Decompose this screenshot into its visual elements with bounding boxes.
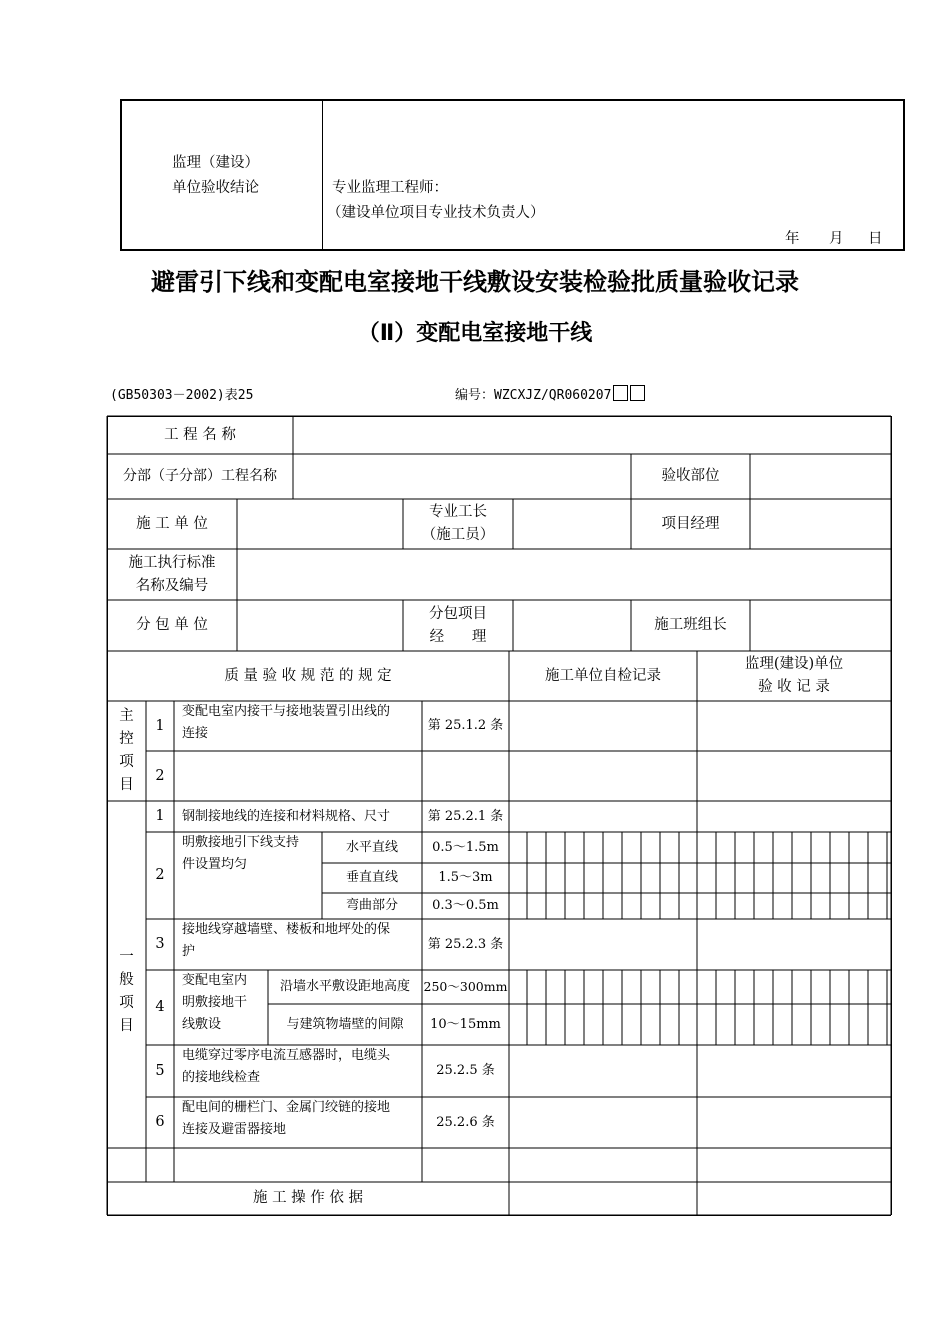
general-item-reference: 第 25.2.1 条 bbox=[427, 808, 504, 824]
sub-item-value: 1.5～3m bbox=[438, 870, 493, 885]
general-label-char: 一 bbox=[119, 948, 134, 965]
main-item-reference: 第 25.1.2 条 bbox=[427, 718, 504, 733]
general-item-description: 钢制接地线的连接和材料规格、尺寸 bbox=[182, 808, 391, 824]
construction-unit-label: 施 工 单 位 bbox=[136, 515, 208, 532]
description-line: 电缆穿过零序电流互感器时，电缆头 bbox=[182, 1048, 391, 1063]
sub-item-name: 与建筑物墙壁的间隙 bbox=[286, 1016, 404, 1032]
page-subtitle: （Ⅱ）变配电室接地干线 bbox=[357, 321, 593, 346]
general-label-char: 目 bbox=[119, 1017, 134, 1034]
record-number-text: 编号：WZCXJZ/QR060207 bbox=[455, 388, 612, 403]
general-item-reference: 25.2.5 条 bbox=[436, 1063, 495, 1078]
sub-item-name: 弯曲部分 bbox=[345, 898, 398, 913]
sub-item-value: 0.3～0.5m bbox=[432, 898, 499, 913]
foreman-label bbox=[403, 499, 513, 549]
description-line: 变配电室内接干与接地装置引出线的 bbox=[182, 704, 391, 719]
supervision-label-line2: 单位验收结论 bbox=[172, 180, 259, 196]
general-item-description bbox=[174, 1045, 422, 1097]
standard-code: (GB50303－2002)表25 bbox=[110, 388, 254, 403]
foreman-label-line2: （施工员） bbox=[421, 527, 495, 543]
sub-item-value: 0.5～1.5m bbox=[432, 839, 499, 855]
sub-item-name: 垂直直线 bbox=[345, 870, 398, 885]
description-line: 的接地线检查 bbox=[182, 1070, 261, 1085]
sub-project-manager-label bbox=[403, 600, 513, 651]
subdivision-name-label: 分部（子分部）工程名称 bbox=[123, 468, 277, 484]
quality-spec-header: 质 量 验 收 规 范 的 规 定 bbox=[224, 667, 392, 684]
description-line: 明敷接地引下线支持 bbox=[182, 835, 300, 850]
description-line: 配电间的栅栏门、金属门绞链的接地 bbox=[182, 1100, 391, 1115]
description-line: 连接 bbox=[182, 726, 209, 741]
supervision-record-header bbox=[697, 651, 891, 701]
general-item-number: 2 bbox=[155, 867, 165, 883]
general-item-reference: 第 25.2.3 条 bbox=[427, 936, 504, 952]
description-line: 连接及避雷器接地 bbox=[182, 1122, 287, 1137]
sub-item-value: 10～15mm bbox=[430, 1016, 501, 1032]
description-line: 件设置均匀 bbox=[182, 857, 248, 872]
description-line: 护 bbox=[182, 944, 196, 959]
general-item-number: 5 bbox=[155, 1062, 165, 1079]
date-year-label: 年 bbox=[785, 231, 800, 247]
description-line: 明敷接地干 bbox=[182, 995, 248, 1010]
general-item-description bbox=[174, 919, 422, 970]
general-item-number: 3 bbox=[155, 936, 165, 952]
description-line: 变配电室内 bbox=[182, 973, 248, 988]
self-check-header: 施工单位自检记录 bbox=[545, 667, 661, 684]
general-item-number: 4 bbox=[155, 999, 165, 1015]
supervision-label-line1: 监理（建设） bbox=[172, 155, 259, 171]
main-item-number: 1 bbox=[155, 717, 165, 734]
general-label-char: 项 bbox=[119, 994, 134, 1011]
main-label-char: 项 bbox=[119, 754, 134, 770]
description-line: 接地线穿越墙壁、楼板和地坪处的保 bbox=[182, 922, 391, 937]
team-leader-label: 施工班组长 bbox=[654, 617, 727, 633]
owner-representative-label: （建设单位项目专业技术负责人） bbox=[327, 205, 545, 221]
supervision-record-line1: 监理(建设)单位 bbox=[744, 656, 844, 672]
supervision-record-line2: 验 收 记 录 bbox=[758, 679, 830, 695]
acceptance-part-label: 验收部位 bbox=[661, 468, 720, 484]
general-item-number: 1 bbox=[155, 808, 165, 824]
main-item-description bbox=[174, 701, 422, 751]
main-item-number: 2 bbox=[155, 767, 165, 784]
execution-standard-line2: 名称及编号 bbox=[135, 577, 209, 594]
foreman-label-line1: 专业工长 bbox=[429, 504, 487, 520]
sub-pm-line1: 分包项目 bbox=[429, 605, 487, 622]
construction-basis-label: 施 工 操 作 依 据 bbox=[252, 1190, 364, 1206]
general-item-number: 6 bbox=[155, 1114, 165, 1130]
general-item-description bbox=[174, 1097, 422, 1148]
main-label-char: 目 bbox=[119, 777, 134, 793]
sub-item-name: 沿墙水平敷设距地高度 bbox=[279, 979, 410, 994]
general-label-char: 般 bbox=[119, 971, 134, 988]
execution-standard-label bbox=[107, 549, 237, 600]
sub-pm-line2: 经 理 bbox=[429, 628, 487, 645]
date-day-label: 日 bbox=[868, 231, 883, 247]
page-title: 避雷引下线和变配电室接地干线敷设安装检验批质量验收记录 bbox=[151, 268, 799, 296]
description-line: 线敷设 bbox=[182, 1017, 222, 1032]
date-month-label: 月 bbox=[829, 231, 844, 247]
general-item-reference: 25.2.6 条 bbox=[436, 1114, 495, 1130]
general-item-description bbox=[174, 832, 322, 919]
main-label-char: 主 bbox=[119, 708, 134, 724]
subcontractor-label: 分 包 单 位 bbox=[136, 617, 208, 633]
sub-item-value: 250～300mm bbox=[423, 979, 508, 994]
main-items-label bbox=[107, 701, 146, 801]
general-item-description bbox=[174, 970, 268, 1045]
execution-standard-line1: 施工执行标准 bbox=[128, 554, 216, 571]
project-name-label: 工 程 名 称 bbox=[164, 426, 236, 443]
project-manager-label: 项目经理 bbox=[661, 515, 720, 532]
main-label-char: 控 bbox=[119, 731, 134, 747]
supervising-engineer-label: 专业监理工程师： bbox=[332, 180, 448, 196]
sub-item-name: 水平直线 bbox=[345, 839, 398, 855]
general-items-label bbox=[107, 801, 146, 1182]
